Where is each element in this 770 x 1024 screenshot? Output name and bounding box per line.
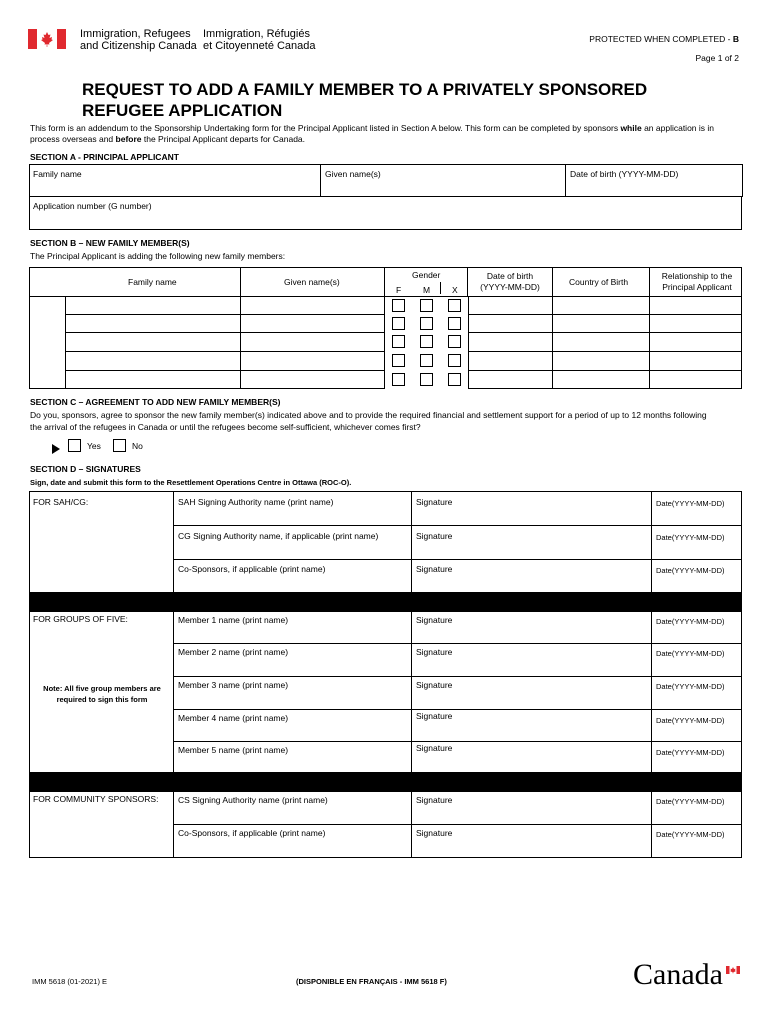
sah-date-field[interactable] <box>651 491 742 526</box>
intro-text <box>30 123 745 145</box>
cg-signature-field[interactable] <box>411 525 652 560</box>
signature-label: Signature <box>416 564 453 574</box>
application-number-label: Application number (G number) <box>33 201 152 211</box>
member-family-name-input[interactable] <box>65 370 241 389</box>
date-label: Date(YYYY-MM-DD) <box>656 499 725 508</box>
date-label: Date(YYYY-MM-DD) <box>656 797 725 806</box>
wordmark-flag-icon <box>726 961 740 979</box>
intro-part2: an application is in <box>641 123 714 133</box>
gender-f-checkbox[interactable] <box>392 354 405 367</box>
col-gender-m: M <box>423 285 431 295</box>
member-5-signature-field[interactable] <box>411 741 652 773</box>
member-1-label: Member 1 name (print name) <box>178 615 289 625</box>
intro-part1: This form is an addendum to the Sponsorship Undertaking form for the Principal Applicant listed in Section A below. This form can be completed by sponsors <box>30 123 621 133</box>
protected-text: PROTECTED WHEN COMPLETED - <box>589 34 733 44</box>
member-given-name-input[interactable] <box>240 332 385 352</box>
member-country-input[interactable] <box>552 370 650 389</box>
gender-f-checkbox[interactable] <box>392 299 405 312</box>
note-line2: required to sign this form <box>56 695 148 704</box>
dept-en-line1: Immigration, Refugees <box>80 28 191 40</box>
family-name-label: Family name <box>33 169 82 179</box>
member-4-date-field[interactable] <box>651 709 742 742</box>
yes-label: Yes <box>87 441 101 451</box>
member-family-name-input[interactable] <box>65 351 241 371</box>
member-4-signature-field[interactable] <box>411 709 652 742</box>
section-a-row1 <box>29 164 742 197</box>
date-label: Date(YYYY-MM-DD) <box>656 716 725 725</box>
gender-x-checkbox[interactable] <box>448 354 461 367</box>
application-number-field[interactable] <box>29 196 742 230</box>
intro-part3: process overseas and <box>30 134 116 144</box>
gender-m-checkbox[interactable] <box>420 354 433 367</box>
member-dob-input[interactable] <box>468 314 553 333</box>
cs-name-field[interactable] <box>173 791 412 825</box>
cg-date-field[interactable] <box>651 525 742 560</box>
member-1-date-field[interactable] <box>651 611 742 644</box>
member-4-name-field[interactable] <box>173 709 412 742</box>
member-given-name-input[interactable] <box>240 370 385 389</box>
cs-co-sponsor-date-field[interactable] <box>651 824 742 858</box>
community-sponsors-label: FOR COMMUNITY SPONSORS: <box>33 794 159 804</box>
member-relationship-input[interactable] <box>649 296 742 315</box>
col-dob-line2: (YYYY-MM-DD) <box>480 282 540 292</box>
member-dob-input[interactable] <box>468 351 553 371</box>
col-given-name: Given name(s) <box>284 277 340 287</box>
member-relationship-input[interactable] <box>649 351 742 371</box>
signature-label: Signature <box>416 497 453 507</box>
signature-label: Signature <box>416 531 453 541</box>
given-name-label: Given name(s) <box>325 169 381 179</box>
cs-co-sponsor-label: Co-Sponsors, if applicable (print name) <box>178 828 326 838</box>
col-relationship-line1: Relationship to the <box>661 271 733 281</box>
sah-name-field[interactable] <box>173 491 412 526</box>
dob-field[interactable] <box>565 164 743 197</box>
signature-label: Signature <box>416 711 453 721</box>
sah-cg-label: FOR SAH/CG: <box>33 497 89 507</box>
protected-level: B <box>732 34 739 44</box>
signature-label: Signature <box>416 615 453 625</box>
dept-fr-line2: et Citoyenneté Canada <box>203 40 316 52</box>
gender-m-checkbox[interactable] <box>420 299 433 312</box>
col-dob <box>469 271 551 293</box>
protected-label <box>589 34 739 45</box>
date-label: Date(YYYY-MM-DD) <box>656 682 725 691</box>
gender-x-checkbox[interactable] <box>448 299 461 312</box>
member-3-label: Member 3 name (print name) <box>178 680 289 690</box>
note-line1: Note: All five group members are <box>43 684 161 693</box>
intro-before: before <box>115 134 142 144</box>
form-id: IMM 5618 (01-2021) E <box>32 977 108 986</box>
intro-part4: the Principal Applicant departs for Canada. <box>141 134 306 144</box>
gender-f-checkbox[interactable] <box>392 335 405 348</box>
section-c-question-line2: the arrival of the refugees in Canada or until the refugees become self-sufficient, whichever comes first? <box>30 422 421 432</box>
no-label: No <box>132 441 143 451</box>
yes-checkbox[interactable] <box>68 439 81 452</box>
member-family-name-input[interactable] <box>65 332 241 352</box>
french-version-note: (DISPONIBLE EN FRANÇAIS - IMM 5618 F) <box>296 977 447 986</box>
member-dob-input[interactable] <box>468 370 553 389</box>
member-given-name-input[interactable] <box>240 314 385 333</box>
cs-name-label: CS Signing Authority name (print name) <box>178 795 328 805</box>
family-member-table <box>65 296 742 389</box>
cg-name-label: CG Signing Authority name, if applicable (print name) <box>178 531 379 541</box>
signature-label: Signature <box>416 795 453 805</box>
section-a-heading: SECTION A - PRINCIPAL APPLICANT <box>30 152 179 162</box>
col-relationship-line2: Principal Applicant <box>662 282 732 292</box>
section-b-heading: SECTION B – NEW FAMILY MEMBER(S) <box>30 238 190 248</box>
department-name-fr <box>203 28 316 52</box>
member-2-name-field[interactable] <box>173 643 412 677</box>
given-name-field[interactable] <box>320 164 566 197</box>
member-country-input[interactable] <box>552 314 650 333</box>
dept-fr-line1: Immigration, Réfugiés <box>203 28 310 40</box>
signature-label: Signature <box>416 828 453 838</box>
member-relationship-input[interactable] <box>649 370 742 389</box>
department-name-en <box>80 28 197 52</box>
member-dob-input[interactable] <box>468 332 553 352</box>
cs-co-sponsor-name-field[interactable] <box>173 824 412 858</box>
family-name-field[interactable] <box>29 164 321 197</box>
co-sponsor-name-field[interactable] <box>173 559 412 593</box>
section-b-left-gutter <box>29 296 66 389</box>
sah-name-label: SAH Signing Authority name (print name) <box>178 497 334 507</box>
member-3-name-field[interactable] <box>173 676 412 710</box>
col-gender-f: F <box>396 285 402 295</box>
intro-while: while <box>620 123 642 133</box>
date-label: Date(YYYY-MM-DD) <box>656 617 725 626</box>
section-b-intro: The Principal Applicant is adding the following new family members: <box>30 251 286 261</box>
gender-x-checkbox[interactable] <box>448 335 461 348</box>
page-title <box>82 79 647 121</box>
member-3-signature-field[interactable] <box>411 676 652 710</box>
canada-wordmark: Canada <box>633 958 723 991</box>
member-5-name-field[interactable] <box>173 741 412 773</box>
date-label: Date(YYYY-MM-DD) <box>656 566 725 575</box>
signature-label: Signature <box>416 680 453 690</box>
member-family-name-input[interactable] <box>65 296 241 315</box>
dob-label: Date of birth (YYYY-MM-DD) <box>570 169 679 179</box>
dept-en-line2: and Citizenship Canada <box>80 40 197 52</box>
member-5-date-field[interactable] <box>651 741 742 773</box>
title-line-1: REQUEST TO ADD A FAMILY MEMBER TO A PRIVATELY SPONSORED <box>82 80 648 99</box>
groups-of-five-note <box>31 683 173 705</box>
member-3-date-field[interactable] <box>651 676 742 710</box>
gender-divider <box>440 282 441 294</box>
sah-signature-field[interactable] <box>411 491 652 526</box>
date-label: Date(YYYY-MM-DD) <box>656 533 725 542</box>
signature-label: Signature <box>416 743 453 753</box>
section-c-question-line1: Do you, sponsors, agree to sponsor the new family member(s) indicated above and to provide the required financial and settlement support for a period of up to 12 months following <box>30 410 707 420</box>
member-2-signature-field[interactable] <box>411 643 652 677</box>
canada-flag-icon <box>28 29 66 49</box>
gender-m-checkbox[interactable] <box>420 317 433 330</box>
member-5-label: Member 5 name (print name) <box>178 745 289 755</box>
cs-date-field[interactable] <box>651 791 742 825</box>
member-4-label: Member 4 name (print name) <box>178 713 289 723</box>
cs-signature-field[interactable] <box>411 791 652 825</box>
gender-m-checkbox[interactable] <box>420 335 433 348</box>
gender-x-checkbox[interactable] <box>448 373 461 386</box>
member-relationship-input[interactable] <box>649 314 742 333</box>
col-family-name: Family name <box>128 277 177 287</box>
member-1-name-field[interactable] <box>173 611 412 644</box>
col-relationship <box>651 271 743 293</box>
groups-of-five-label: FOR GROUPS OF FIVE: <box>33 614 128 624</box>
cg-name-field[interactable] <box>173 525 412 560</box>
separator-bar <box>29 773 742 792</box>
co-sponsor-signature-field[interactable] <box>411 559 652 593</box>
member-country-input[interactable] <box>552 351 650 371</box>
co-sponsor-date-field[interactable] <box>651 559 742 593</box>
cs-co-sponsor-signature-field[interactable] <box>411 824 652 858</box>
gender-x-checkbox[interactable] <box>448 317 461 330</box>
signature-label: Signature <box>416 647 453 657</box>
title-line-2: REFUGEE APPLICATION <box>82 101 283 120</box>
member-dob-input[interactable] <box>468 296 553 315</box>
no-checkbox[interactable] <box>113 439 126 452</box>
member-family-name-input[interactable] <box>65 314 241 333</box>
date-label: Date(YYYY-MM-DD) <box>656 748 725 757</box>
member-country-input[interactable] <box>552 296 650 315</box>
member-1-signature-field[interactable] <box>411 611 652 644</box>
section-d-instruction: Sign, date and submit this form to the Resettlement Operations Centre in Ottawa (ROC-O). <box>30 478 352 487</box>
section-c-heading: SECTION C – AGREEMENT TO ADD NEW FAMILY MEMBER(S) <box>30 397 281 407</box>
page-number: Page 1 of 2 <box>695 53 739 63</box>
pointer-arrow-icon <box>52 441 60 459</box>
gender-m-checkbox[interactable] <box>420 373 433 386</box>
member-country-input[interactable] <box>552 332 650 352</box>
member-given-name-input[interactable] <box>240 351 385 371</box>
gender-f-checkbox[interactable] <box>392 317 405 330</box>
col-gender-x: X <box>452 285 458 295</box>
section-d-heading: SECTION D – SIGNATURES <box>30 464 141 474</box>
member-2-date-field[interactable] <box>651 643 742 677</box>
date-label: Date(YYYY-MM-DD) <box>656 649 725 658</box>
member-relationship-input[interactable] <box>649 332 742 352</box>
date-label: Date(YYYY-MM-DD) <box>656 830 725 839</box>
co-sponsor-name-label: Co-Sponsors, if applicable (print name) <box>178 564 326 574</box>
member-2-label: Member 2 name (print name) <box>178 647 289 657</box>
col-country-of-birth: Country of Birth <box>569 277 629 287</box>
col-dob-line1: Date of birth <box>486 271 534 281</box>
separator-bar <box>29 593 742 612</box>
member-given-name-input[interactable] <box>240 296 385 315</box>
col-gender: Gender <box>412 270 441 280</box>
gender-f-checkbox[interactable] <box>392 373 405 386</box>
